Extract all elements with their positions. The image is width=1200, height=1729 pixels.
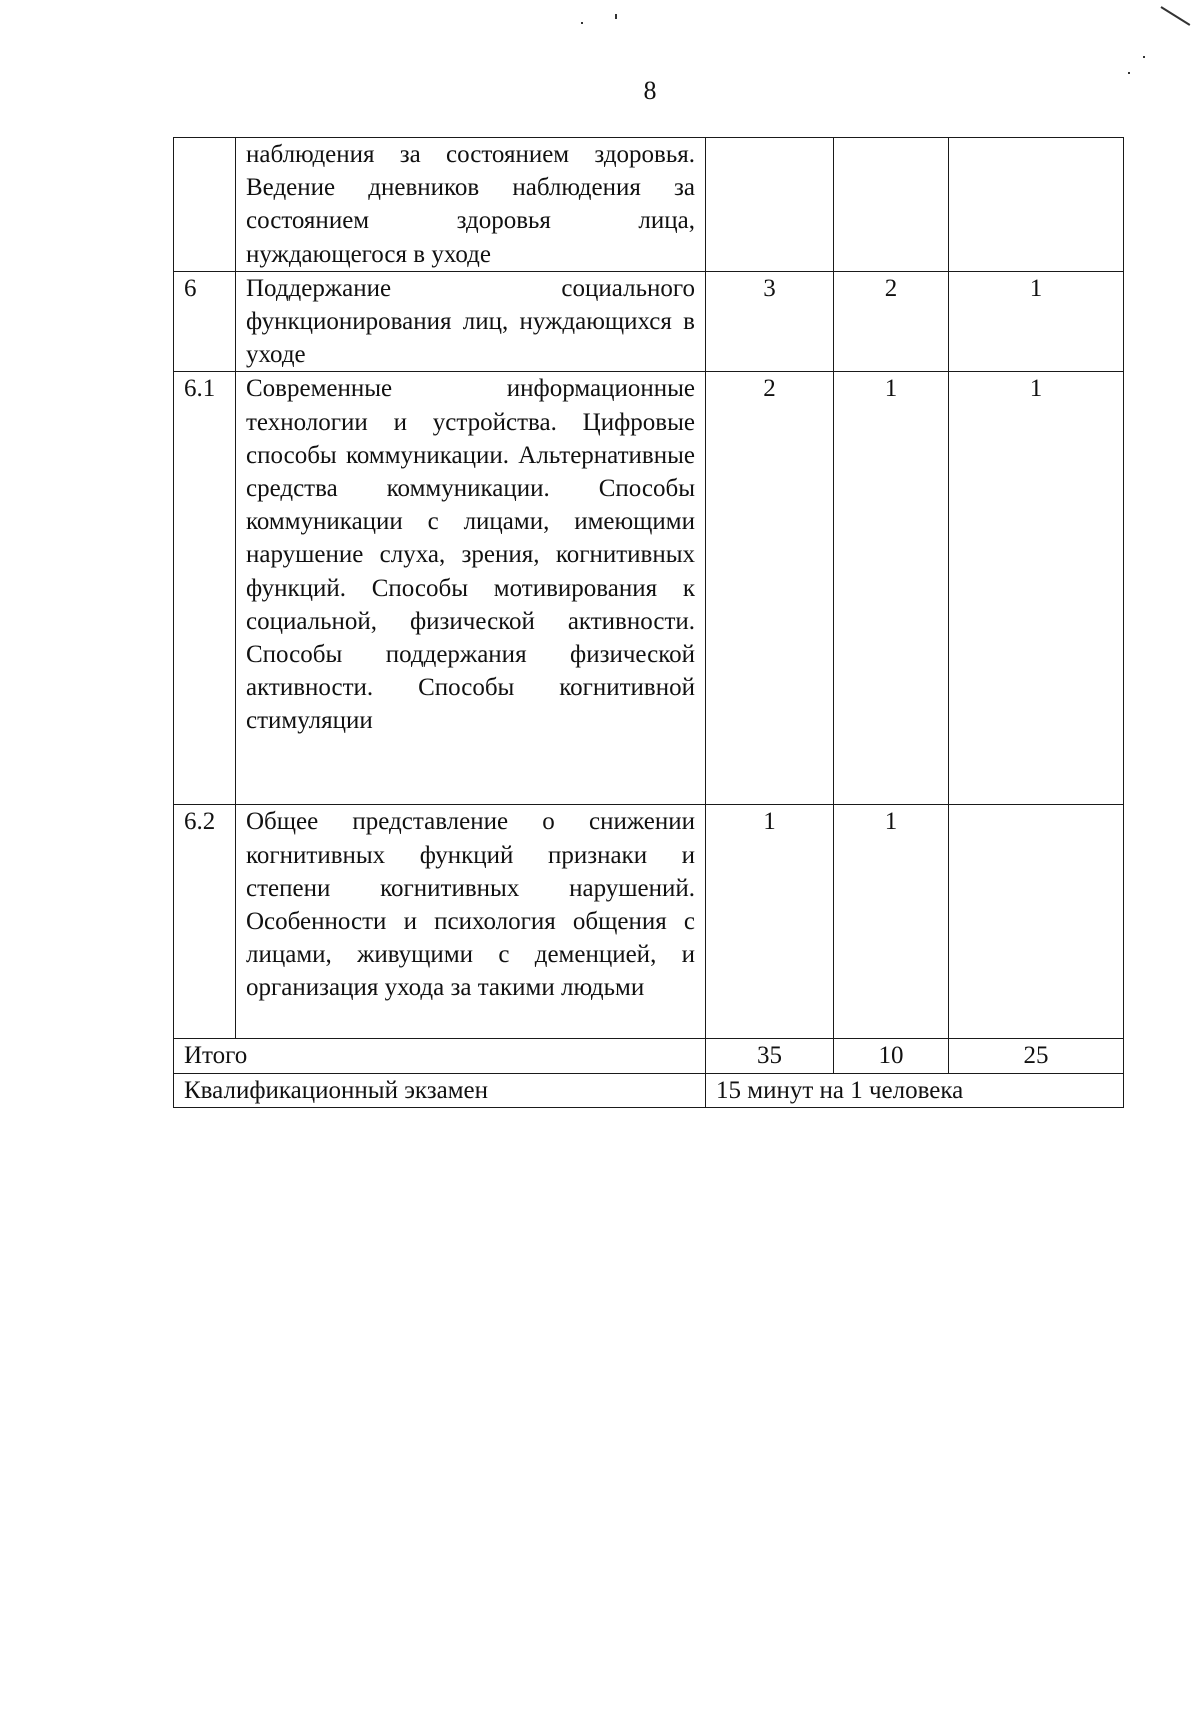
scan-artifact <box>1160 6 1190 26</box>
hours-theory: 1 <box>834 372 949 805</box>
hours-practice: 1 <box>949 372 1124 805</box>
scan-artifact <box>581 22 583 24</box>
exam-row <box>174 1073 1124 1107</box>
row-number <box>174 138 236 272</box>
hours-total: 3 <box>706 271 834 372</box>
summary-label: Итого <box>174 1039 706 1073</box>
table-row <box>174 372 1124 805</box>
topic-cell: наблюдения за состоянием здоровья. Ведение дневников наблюдения за состоянием здоровья лица, нуждающегося в уходе <box>236 138 706 272</box>
scan-artifact <box>615 14 617 19</box>
summary-theory: 10 <box>834 1039 949 1073</box>
summary-row <box>174 1039 1124 1073</box>
hours-theory <box>834 138 949 272</box>
topic-cell: Поддержание социального функционирования лиц, нуждающихся в уходе <box>236 271 706 372</box>
summary-total: 35 <box>706 1039 834 1073</box>
hours-theory: 1 <box>834 805 949 1039</box>
hours-total: 2 <box>706 372 834 805</box>
scan-artifact <box>1143 56 1145 58</box>
curriculum-table <box>173 137 1124 1108</box>
scan-artifact <box>1128 72 1130 74</box>
row-number: 6 <box>174 271 236 372</box>
page-number: 8 <box>643 76 657 105</box>
topic-cell: Современные информационные технологии и устройства. Цифровые способы коммуникации. Альтернативные средства коммуникации. Способы коммуникации с лицами, имеющими нарушение слуха, зрения, когнитивных функций. Способы мотивирования к социальной, физической активности. Способы поддержания физической активности. Способы когнитивной стимуляции <box>236 372 706 805</box>
hours-total <box>706 138 834 272</box>
exam-duration: 15 минут на 1 человека <box>706 1073 1124 1107</box>
row-number: 6.1 <box>174 372 236 805</box>
hours-total: 1 <box>706 805 834 1039</box>
exam-label: Квалификационный экзамен <box>174 1073 706 1107</box>
hours-practice <box>949 138 1124 272</box>
topic-cell: Общее представление о снижении когнитивных функций признаки и степени когнитивных нарушений. Особенности и психология общения с лицами, живущими с деменцией, и организация ухода за такими людьми <box>236 805 706 1039</box>
table-row <box>174 271 1124 372</box>
table-row <box>174 138 1124 272</box>
hours-practice <box>949 805 1124 1039</box>
row-number: 6.2 <box>174 805 236 1039</box>
table-row <box>174 805 1124 1039</box>
summary-practice: 25 <box>949 1039 1124 1073</box>
hours-theory: 2 <box>834 271 949 372</box>
hours-practice: 1 <box>949 271 1124 372</box>
